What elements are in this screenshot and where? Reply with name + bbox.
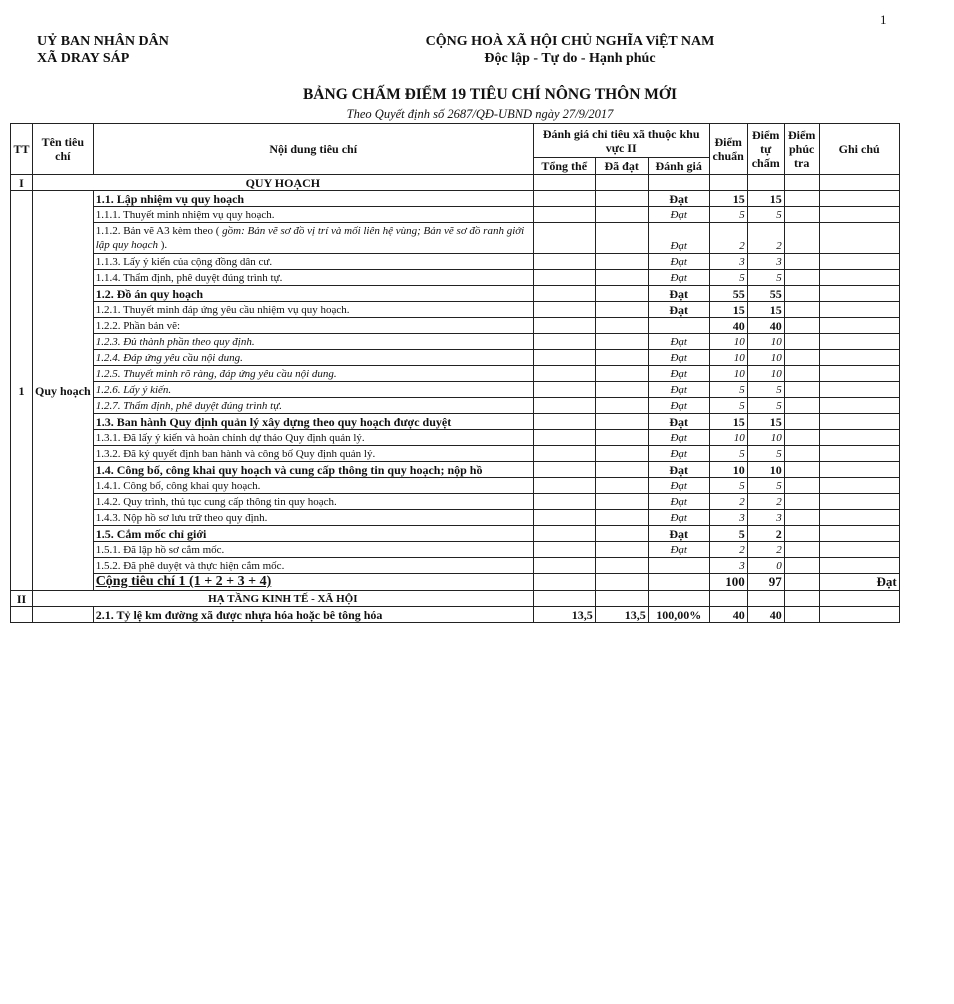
tong-the-cell <box>533 494 595 510</box>
section-number: I <box>11 175 33 191</box>
issuing-organization <box>37 33 169 67</box>
diem-phuc-tra-cell <box>784 302 819 318</box>
danh-gia-cell: Đạt <box>648 462 709 478</box>
danh-gia-cell: Đạt <box>648 478 709 494</box>
national-heading <box>380 33 760 67</box>
diem-chuan-cell: 10 <box>709 430 747 446</box>
criterion-content: 1.4.3. Nộp hồ sơ lưu trữ theo quy định. <box>93 510 533 526</box>
diem-tu-cham-cell: 10 <box>747 366 784 382</box>
ghi-chu-cell <box>819 510 899 526</box>
diem-tu-cham-cell: 10 <box>747 350 784 366</box>
criterion-content: 2.1. Tỷ lệ km đường xã được nhựa hóa hoặc bê tông hóa <box>93 607 533 623</box>
danh-gia-cell: Đạt <box>648 510 709 526</box>
da-dat-cell <box>595 462 648 478</box>
diem-phuc-tra-cell <box>784 446 819 462</box>
criterion-content: 1.1.3. Lấy ý kiến của cộng đồng dân cư. <box>93 254 533 270</box>
diem-tu-cham-cell: 5 <box>747 270 784 286</box>
da-dat-cell <box>595 430 648 446</box>
diem-tu-cham-cell: 15 <box>747 302 784 318</box>
da-dat-cell <box>595 574 648 591</box>
diem-chuan-cell: 5 <box>709 382 747 398</box>
document-title: BẢNG CHẤM ĐIỂM 19 TIÊU CHÍ NÔNG THÔN MỚI <box>302 86 678 103</box>
criterion-content: 1.2.3. Đủ thành phần theo quy định. <box>93 334 533 350</box>
diem-chuan-cell: 5 <box>709 207 747 223</box>
ghi-chu-cell <box>819 382 899 398</box>
diem-tu-cham-cell: 0 <box>747 558 784 574</box>
table-row <box>11 191 900 207</box>
diem-chuan-cell: 2 <box>709 494 747 510</box>
diem-tu-cham-cell: 5 <box>747 207 784 223</box>
danh-gia-cell: Đạt <box>648 286 709 302</box>
da-dat-cell <box>595 223 648 254</box>
table-row <box>11 334 900 350</box>
diem-phuc-tra-cell <box>784 574 819 591</box>
criterion-content: 1.3. Ban hành Quy định quản lý xây dựng theo quy hoạch được duyệt <box>93 414 533 430</box>
table-row <box>11 286 900 302</box>
diem-phuc-tra-cell <box>784 318 819 334</box>
tong-the-cell <box>533 510 595 526</box>
criterion-content: 1.1.4. Thẩm định, phê duyệt đúng trình tự. <box>93 270 533 286</box>
diem-tu-cham-cell: 55 <box>747 286 784 302</box>
diem-phuc-tra-cell <box>784 350 819 366</box>
diem-phuc-tra-cell <box>784 223 819 254</box>
da-dat-cell <box>595 191 648 207</box>
diem-chuan-cell: 10 <box>709 350 747 366</box>
header-tong-the: Tổng thể <box>533 158 595 175</box>
tong-the-cell <box>533 318 595 334</box>
danh-gia-cell: Đạt <box>648 334 709 350</box>
criterion-content: 1.2. Đồ án quy hoạch <box>93 286 533 302</box>
ghi-chu-cell <box>819 286 899 302</box>
diem-tu-cham-cell: 5 <box>747 478 784 494</box>
diem-phuc-tra-cell <box>784 254 819 270</box>
da-dat-cell <box>595 510 648 526</box>
danh-gia-cell: Đạt <box>648 430 709 446</box>
tong-the-cell <box>533 398 595 414</box>
diem-phuc-tra-cell <box>784 334 819 350</box>
ghi-chu-cell <box>819 223 899 254</box>
ghi-chu-cell <box>819 414 899 430</box>
section-title: QUY HOẠCH <box>33 175 534 191</box>
da-dat-cell <box>595 318 648 334</box>
diem-tu-cham-cell: 40 <box>747 607 784 623</box>
ghi-chu-cell <box>819 607 899 623</box>
ghi-chu-cell <box>819 430 899 446</box>
criterion-number: 1 <box>11 191 33 591</box>
tong-the-cell <box>533 191 595 207</box>
danh-gia-cell: Đạt <box>648 446 709 462</box>
table-row <box>11 607 900 623</box>
diem-phuc-tra-cell <box>784 191 819 207</box>
nation-line-1: CỘNG HOÀ XÃ HỘI CHỦ NGHĨA ViỆT NAM <box>425 34 715 49</box>
ghi-chu-cell <box>819 478 899 494</box>
danh-gia-cell: Đạt <box>648 494 709 510</box>
diem-tu-cham-cell: 10 <box>747 430 784 446</box>
ghi-chu-cell <box>819 398 899 414</box>
diem-tu-cham-cell: 2 <box>747 494 784 510</box>
tong-the-cell <box>533 350 595 366</box>
total-label: Cộng tiêu chí 1 (1 + 2 + 3 + 4) <box>93 574 533 591</box>
criterion-content: 1.4.1. Công bố, công khai quy hoạch. <box>93 478 533 494</box>
tong-the-cell: 13,5 <box>533 607 595 623</box>
da-dat-cell <box>595 558 648 574</box>
danh-gia-cell: Đạt <box>648 542 709 558</box>
tong-the-cell <box>533 286 595 302</box>
org-line-1: UỶ BAN NHÂN DÂN <box>37 34 169 49</box>
ghi-chu-cell <box>819 526 899 542</box>
da-dat-cell <box>595 526 648 542</box>
tong-the-cell <box>533 382 595 398</box>
danh-gia-cell <box>648 574 709 591</box>
da-dat-cell <box>595 414 648 430</box>
diem-chuan-cell: 5 <box>709 478 747 494</box>
diem-chuan-cell: 10 <box>709 462 747 478</box>
empty-cell <box>784 591 819 607</box>
total-diem-tu-cham: 97 <box>747 574 784 591</box>
diem-tu-cham-cell: 5 <box>747 446 784 462</box>
header-ten-tieu-chi: Tên tiêu chí <box>33 124 94 175</box>
diem-phuc-tra-cell <box>784 366 819 382</box>
da-dat-cell <box>595 254 648 270</box>
table-row <box>11 414 900 430</box>
diem-phuc-tra-cell <box>784 398 819 414</box>
ghi-chu-cell <box>819 302 899 318</box>
table-row <box>11 430 900 446</box>
org-line-2: XÃ DRAY SÁP <box>37 51 130 66</box>
diem-tu-cham-cell: 10 <box>747 334 784 350</box>
diem-chuan-cell: 10 <box>709 334 747 350</box>
tong-the-cell <box>533 542 595 558</box>
ghi-chu-cell <box>819 254 899 270</box>
table-row <box>11 366 900 382</box>
table-row <box>11 382 900 398</box>
danh-gia-cell: Đạt <box>648 191 709 207</box>
diem-chuan-cell: 3 <box>709 254 747 270</box>
danh-gia-cell: Đạt <box>648 398 709 414</box>
criterion-name: Quy hoạch <box>33 191 94 591</box>
ghi-chu-cell <box>819 494 899 510</box>
tong-the-cell <box>533 558 595 574</box>
header-da-dat: Đã đạt <box>595 158 648 175</box>
diem-chuan-cell: 40 <box>709 318 747 334</box>
diem-chuan-cell: 40 <box>709 607 747 623</box>
tong-the-cell <box>533 270 595 286</box>
table-row <box>11 398 900 414</box>
section-title: HẠ TẦNG KINH TẾ - XÃ HỘI <box>33 591 534 607</box>
danh-gia-cell: Đạt <box>648 526 709 542</box>
header-danh-gia: Đánh giá <box>648 158 709 175</box>
score-table <box>10 123 900 623</box>
total-diem-chuan: 100 <box>709 574 747 591</box>
empty-cell <box>747 591 784 607</box>
tong-the-cell <box>533 430 595 446</box>
criterion-content: 1.4. Công bố, công khai quy hoạch và cung cấp thông tin quy hoạch; nộp hồ <box>93 462 533 478</box>
criterion-content: 1.1. Lập nhiệm vụ quy hoạch <box>93 191 533 207</box>
ghi-chu-cell <box>819 462 899 478</box>
ghi-chu-cell <box>819 270 899 286</box>
header-tt: TT <box>11 124 33 175</box>
table-row <box>11 494 900 510</box>
table-row <box>11 207 900 223</box>
header-ghi-chu: Ghi chú <box>819 124 899 175</box>
da-dat-cell <box>595 382 648 398</box>
tong-the-cell <box>533 414 595 430</box>
ghi-chu-cell <box>819 558 899 574</box>
danh-gia-cell <box>648 318 709 334</box>
header-diem-chuan: Điểm chuẩn <box>709 124 747 175</box>
criterion-content: 1.2.6. Lấy ý kiến. <box>93 382 533 398</box>
danh-gia-cell: Đạt <box>648 414 709 430</box>
tong-the-cell <box>533 462 595 478</box>
table-row <box>11 542 900 558</box>
ghi-chu-cell <box>819 542 899 558</box>
diem-phuc-tra-cell <box>784 607 819 623</box>
criterion-content: 1.2.1. Thuyết minh đáp ứng yêu cầu nhiệm vụ quy hoạch. <box>93 302 533 318</box>
tong-the-cell <box>533 254 595 270</box>
diem-chuan-cell: 3 <box>709 558 747 574</box>
tong-the-cell <box>533 366 595 382</box>
criterion-content: 1.1.1. Thuyết minh nhiệm vụ quy hoạch. <box>93 207 533 223</box>
danh-gia-cell: Đạt <box>648 223 709 254</box>
criterion-content: 1.3.2. Đã ký quyết định ban hành và công bố Quy định quản lý. <box>93 446 533 462</box>
danh-gia-cell: 100,00% <box>648 607 709 623</box>
page-number: 1 <box>880 12 887 27</box>
table-row <box>11 318 900 334</box>
da-dat-cell <box>595 446 648 462</box>
da-dat-cell <box>595 366 648 382</box>
ghi-chu-cell <box>819 191 899 207</box>
ghi-chu-cell <box>819 366 899 382</box>
content-text: 1.1.2. Bản vẽ A3 kèm theo ( <box>95 225 220 237</box>
nation-motto: Độc lập - Tự do - Hạnh phúc <box>484 51 656 66</box>
tong-the-cell <box>533 478 595 494</box>
diem-phuc-tra-cell <box>784 526 819 542</box>
header-diem-phuc-tra: Điểm phúc tra <box>784 124 819 175</box>
da-dat-cell <box>595 494 648 510</box>
section-row <box>11 591 900 607</box>
criterion-content: 1.2.2. Phần bản vẽ: <box>93 318 533 334</box>
diem-chuan-cell: 15 <box>709 414 747 430</box>
criterion-name <box>33 607 94 623</box>
tong-the-cell <box>533 207 595 223</box>
da-dat-cell <box>595 207 648 223</box>
criterion-content: 1.5.1. Đã lập hồ sơ cắm mốc. <box>93 542 533 558</box>
document-subtitle: Theo Quyết định số 2687/QĐ-UBND ngày 27/9/2017 <box>346 107 614 121</box>
diem-tu-cham-cell: 5 <box>747 382 784 398</box>
empty-cell <box>595 591 648 607</box>
da-dat-cell <box>595 478 648 494</box>
empty-cell <box>819 591 899 607</box>
section-row <box>11 175 900 191</box>
danh-gia-cell: Đạt <box>648 366 709 382</box>
total-ghi-chu: Đạt <box>819 574 899 591</box>
criterion-content <box>93 223 533 254</box>
da-dat-cell: 13,5 <box>595 607 648 623</box>
table-row <box>11 526 900 542</box>
tong-the-cell <box>533 526 595 542</box>
danh-gia-cell: Đạt <box>648 270 709 286</box>
diem-chuan-cell: 2 <box>709 542 747 558</box>
diem-phuc-tra-cell <box>784 286 819 302</box>
da-dat-cell <box>595 286 648 302</box>
diem-chuan-cell: 10 <box>709 366 747 382</box>
table-row <box>11 558 900 574</box>
diem-phuc-tra-cell <box>784 558 819 574</box>
criterion-number <box>11 607 33 623</box>
header-noi-dung: Nội dung tiêu chí <box>93 124 533 175</box>
da-dat-cell <box>595 398 648 414</box>
danh-gia-cell: Đạt <box>648 207 709 223</box>
da-dat-cell <box>595 334 648 350</box>
diem-chuan-cell: 15 <box>709 191 747 207</box>
section-number: II <box>11 591 33 607</box>
empty-cell <box>648 591 709 607</box>
diem-tu-cham-cell: 2 <box>747 542 784 558</box>
ghi-chu-cell <box>819 350 899 366</box>
danh-gia-cell <box>648 558 709 574</box>
diem-chuan-cell: 5 <box>709 398 747 414</box>
danh-gia-cell: Đạt <box>648 350 709 366</box>
content-italic-text: gồm: Bản vẽ sơ đồ vị trí và mối liên hệ vùng; Bản vẽ sơ đồ ranh giới lập quy hoạch <box>95 225 525 251</box>
table-row <box>11 302 900 318</box>
criterion-content: 1.4.2. Quy trình, thủ tục cung cấp thông tin quy hoạch. <box>93 494 533 510</box>
criterion-content: 1.2.4. Đáp ứng yêu cầu nội dung. <box>93 350 533 366</box>
empty-cell <box>533 591 595 607</box>
diem-chuan-cell: 2 <box>709 223 747 254</box>
diem-tu-cham-cell: 40 <box>747 318 784 334</box>
diem-tu-cham-cell: 2 <box>747 223 784 254</box>
ghi-chu-cell <box>819 318 899 334</box>
diem-tu-cham-cell: 5 <box>747 398 784 414</box>
da-dat-cell <box>595 542 648 558</box>
diem-chuan-cell: 15 <box>709 302 747 318</box>
criterion-content: 1.5.2. Đã phê duyệt và thực hiện cắm mốc. <box>93 558 533 574</box>
diem-phuc-tra-cell <box>784 478 819 494</box>
criterion-content: 1.5. Cắm mốc chỉ giới <box>93 526 533 542</box>
diem-chuan-cell: 5 <box>709 446 747 462</box>
criterion-content: 1.3.1. Đã lấy ý kiến và hoàn chỉnh dự thảo Quy định quản lý. <box>93 430 533 446</box>
diem-tu-cham-cell: 15 <box>747 414 784 430</box>
table-row <box>11 223 900 254</box>
tong-the-cell <box>533 446 595 462</box>
diem-phuc-tra-cell <box>784 510 819 526</box>
ghi-chu-cell <box>819 446 899 462</box>
table-row <box>11 446 900 462</box>
tong-the-cell <box>533 334 595 350</box>
diem-tu-cham-cell: 15 <box>747 191 784 207</box>
diem-phuc-tra-cell <box>784 462 819 478</box>
empty-cell <box>709 591 747 607</box>
diem-tu-cham-cell: 10 <box>747 462 784 478</box>
diem-chuan-cell: 5 <box>709 526 747 542</box>
table-row <box>11 270 900 286</box>
total-row <box>11 574 900 591</box>
diem-phuc-tra-cell <box>784 270 819 286</box>
da-dat-cell <box>595 350 648 366</box>
table-row <box>11 462 900 478</box>
da-dat-cell <box>595 302 648 318</box>
diem-chuan-cell: 55 <box>709 286 747 302</box>
diem-tu-cham-cell: 3 <box>747 510 784 526</box>
diem-phuc-tra-cell <box>784 430 819 446</box>
diem-phuc-tra-cell <box>784 494 819 510</box>
danh-gia-cell: Đạt <box>648 254 709 270</box>
diem-phuc-tra-cell <box>784 382 819 398</box>
table-row <box>11 510 900 526</box>
diem-phuc-tra-cell <box>784 414 819 430</box>
ghi-chu-cell <box>819 334 899 350</box>
tong-the-cell <box>533 223 595 254</box>
header-diem-tu-cham: Điểm tự chấm <box>747 124 784 175</box>
table-row <box>11 350 900 366</box>
header-danh-gia-group: Đánh giá chỉ tiêu xã thuộc khu vực II <box>533 124 709 158</box>
diem-tu-cham-cell: 3 <box>747 254 784 270</box>
tong-the-cell <box>533 302 595 318</box>
content-end-text: ). <box>160 239 168 251</box>
da-dat-cell <box>595 270 648 286</box>
diem-phuc-tra-cell <box>784 542 819 558</box>
table-row <box>11 478 900 494</box>
diem-tu-cham-cell: 2 <box>747 526 784 542</box>
table-row <box>11 254 900 270</box>
tong-the-cell <box>533 574 595 591</box>
criterion-content: 1.2.7. Thẩm định, phê duyệt đúng trình tự. <box>93 398 533 414</box>
danh-gia-cell: Đạt <box>648 302 709 318</box>
diem-chuan-cell: 5 <box>709 270 747 286</box>
danh-gia-cell: Đạt <box>648 382 709 398</box>
criterion-content: 1.2.5. Thuyết minh rõ ràng, đáp ứng yêu cầu nội dung. <box>93 366 533 382</box>
diem-phuc-tra-cell <box>784 207 819 223</box>
ghi-chu-cell <box>819 207 899 223</box>
diem-chuan-cell: 3 <box>709 510 747 526</box>
